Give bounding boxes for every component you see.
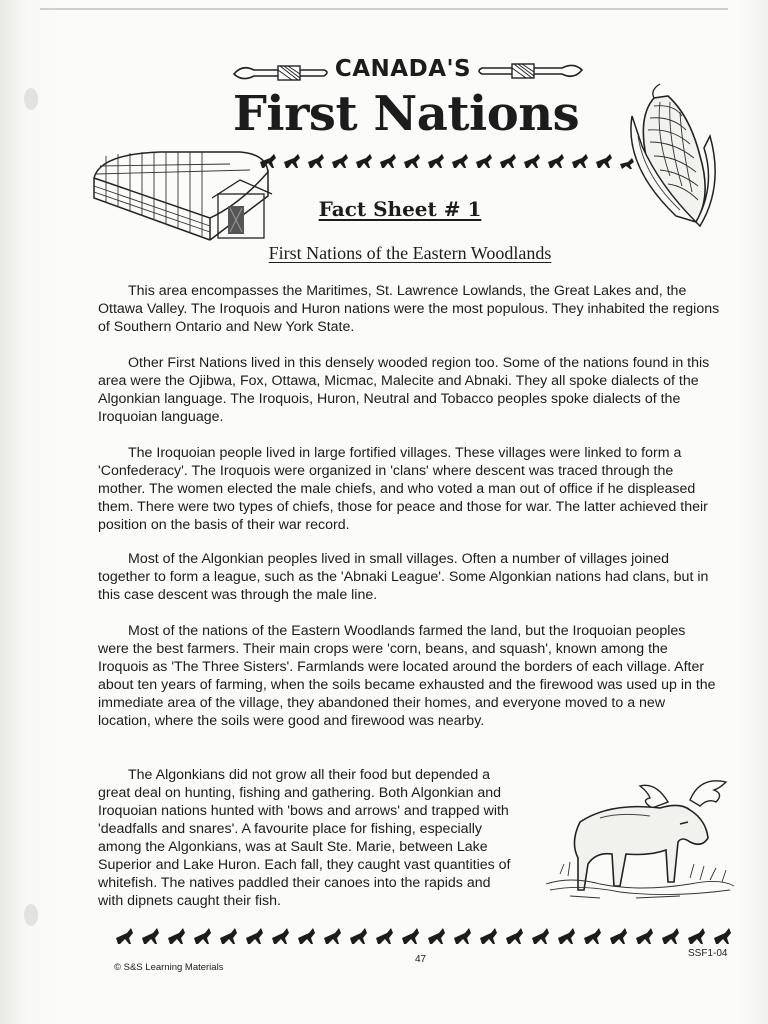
animal-border-bottom [114, 924, 738, 948]
decorative-bar-right [476, 58, 584, 82]
paragraph: The Algonkians did not grow all their food but depended a great deal on hunting, fishing and gathering. Both Algonkian and Iroquoian nations hunted with 'bows and arrows' and trapped with 'deadfalls and snares'. A favourite place for fishing, especially among the Algonkians, was at Sault Ste. Marie, between Lake Superior and Lake Huron. Each fall, they caught vast quantities of whitefish. The natives paddled their canoes into the rapids and with dipnets caught their fish. [98, 767, 511, 909]
product-code: SSF1-04 [688, 948, 728, 959]
copyright-text: © S&S Learning Materials [114, 962, 224, 973]
fact-sheet-title: Fact Sheet # 1 [318, 197, 482, 221]
paragraph: Other First Nations lived in this densely wooded region too. Some of the nations found in this area were the Ojibwa, Fox, Ottawa, Micmac, Malecite and Abnaki. They all spoke dialects of the Algonkian language. The Iroquois, Huron, Neutral and Tobacco peoples spoke dialects of the Iroquoian language. [98, 355, 710, 425]
paragraph: Most of the Algonkian peoples lived in small villages. Often a number of villages joined together to form a league, such as the 'Abnaki League'. Some Algonkian nations had clans, but in this case descent was through the male line. [98, 551, 709, 603]
paragraph: The Iroquoian people lived in large fortified villages. These villages were linked to form a 'Confederacy'. The Iroquois were organized in 'clans' where descent was traced through the mother. The women elected the male chiefs, and who voted a man out of office if he displeased them. There were two types of chiefs, those for peace and those for war. The latter achieved their position on the basis of their war record. [98, 445, 708, 533]
paragraph: This area encompasses the Maritimes, St. Lawrence Lowlands, the Great Lakes and, the Ottawa Valley. The Iroquois and Huron nations were the most populous. They inhabited the regions of Southern Ontario and New York State. [98, 283, 720, 335]
page-edge [40, 8, 728, 10]
moose-illustration [540, 772, 736, 904]
longhouse-illustration [90, 148, 276, 248]
decorative-bar-left [232, 60, 332, 84]
page-title: First Nations [232, 86, 580, 142]
section-title: First Nations of the Eastern Woodlands [268, 243, 552, 263]
binder-hole [24, 904, 38, 926]
corn-illustration [620, 76, 724, 232]
binder-hole [24, 88, 38, 110]
page-number: 47 [415, 954, 427, 965]
paragraph: Most of the nations of the Eastern Woodlands farmed the land, but the Iroquoian peoples were the best farmers. Their main crops were 'corn, beans, and squash', known among the Iroquois as 'The Three Sisters'. Farmlands were located around the borders of each village. After about ten years of farming, when the soils became exhausted and the firewood was used up in the immediate area of the village, they abandoned their homes, and everyone moved to a new location, where the soils were good and firewood was nearby. [98, 623, 716, 729]
title-canadas: CANADA'S [334, 56, 472, 82]
animal-border-top [258, 150, 638, 172]
